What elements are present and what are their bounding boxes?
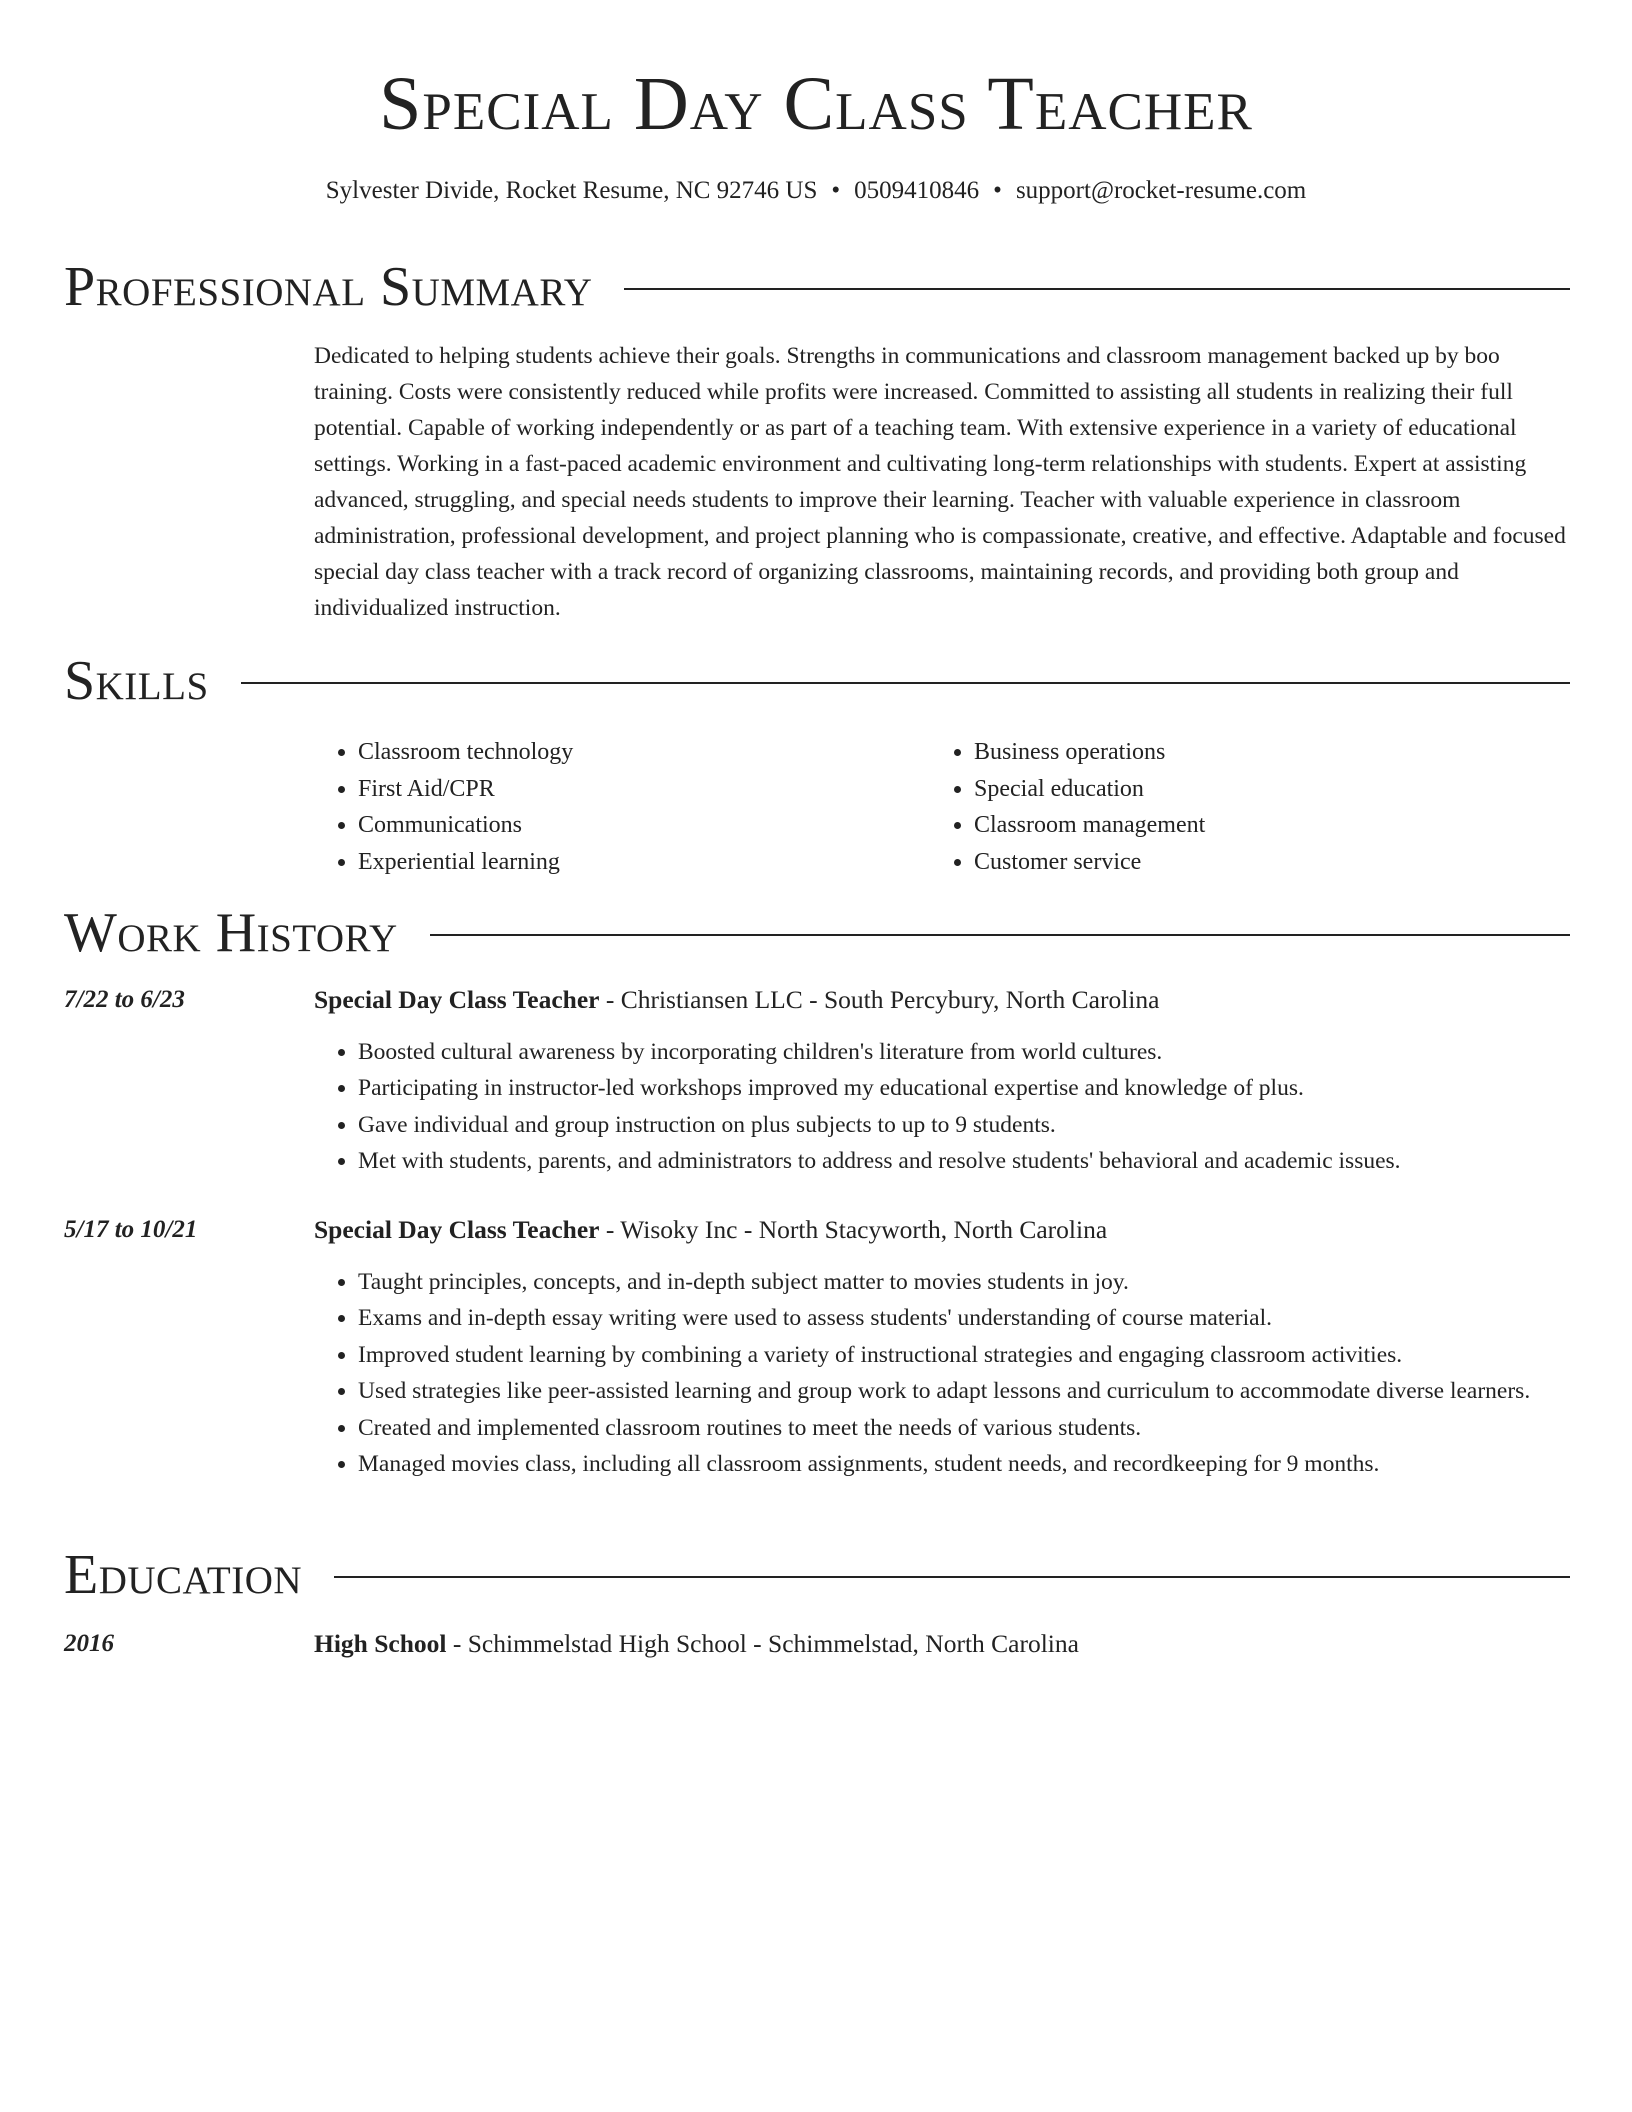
education-heading xyxy=(314,1626,1079,1662)
section-header-education xyxy=(64,1540,1570,1610)
job-heading xyxy=(314,1212,1107,1248)
job-duty: • Used strategies like peer-assisted learning and group work to adapt lessons and curriculum to accommodate diverse learners. xyxy=(358,1373,1570,1409)
section-divider xyxy=(334,1576,1570,1578)
section-title-education: Education xyxy=(64,1544,303,1606)
section-title-skills: Skills xyxy=(64,650,209,712)
job-duties xyxy=(314,1034,1570,1180)
job-title: Special Day Class Teacher xyxy=(314,985,600,1014)
contact-separator: • xyxy=(831,177,841,204)
section-divider xyxy=(430,934,1570,936)
skill-item: • Classroom management xyxy=(974,807,1546,844)
job-date: 5/17 to 10/21 xyxy=(64,1216,198,1243)
job-duty: • Taught principles, concepts, and in-depth subject matter to movies students in joy. xyxy=(358,1264,1570,1300)
job-duty: • Exams and in-depth essay writing were used to assess students' understanding of course material. xyxy=(358,1300,1570,1336)
skills-column-left xyxy=(314,734,930,881)
contact-separator: • xyxy=(993,177,1002,204)
skill-item: • Classroom technology xyxy=(358,734,930,771)
job-duty: • Met with students, parents, and administrators to address and resolve students' behavioral and academic issues. xyxy=(358,1143,1570,1179)
skill-item: • Business operations xyxy=(974,734,1546,771)
resume-name: Special Day Class Teacher xyxy=(379,62,1253,146)
section-header-skills xyxy=(64,646,1570,716)
job-heading xyxy=(314,982,1159,1018)
job-duty: • Gave individual and group instruction on plus subjects to up to 9 students. xyxy=(358,1107,1570,1143)
job-employer: - Christiansen LLC - South Percybury, North Carolina xyxy=(599,985,1160,1014)
skills-column-right xyxy=(930,734,1546,881)
section-title-summary: Professional Summary xyxy=(64,256,593,318)
job-duties xyxy=(314,1264,1570,1482)
section-header-work xyxy=(64,898,1570,968)
skill-item: • Customer service xyxy=(974,844,1546,881)
contact-email: support@rocket-resume.com xyxy=(1015,177,1307,204)
job-duty: • Created and implemented classroom routines to meet the needs of various students. xyxy=(358,1410,1570,1446)
contact-address: Sylvester Divide, Rocket Resume, NC 92746 US xyxy=(325,177,818,204)
job-duty: • Managed movies class, including all classroom assignments, student needs, and recordkeeping for 9 months. xyxy=(358,1446,1570,1482)
education-degree: High School xyxy=(314,1629,447,1658)
section-divider xyxy=(624,288,1570,290)
job-duty: • Boosted cultural awareness by incorporating children's literature from world cultures. xyxy=(358,1034,1570,1070)
contact-line xyxy=(0,174,1632,208)
job-date: 7/22 to 6/23 xyxy=(64,986,185,1013)
section-divider xyxy=(241,682,1570,684)
skill-item: • Communications xyxy=(358,807,930,844)
contact-phone: 0509410846 xyxy=(854,177,980,204)
skill-item: • Special education xyxy=(974,771,1546,808)
job-duty: • Participating in instructor-led workshops improved my educational expertise and knowledge of plus. xyxy=(358,1070,1570,1106)
job-title: Special Day Class Teacher xyxy=(314,1215,600,1244)
job-employer: - Wisoky Inc - North Stacyworth, North Carolina xyxy=(599,1215,1108,1244)
skill-item: • First Aid/CPR xyxy=(358,771,930,808)
section-title-work: Work History xyxy=(64,902,398,964)
skill-item: • Experiential learning xyxy=(358,844,930,881)
education-date: 2016 xyxy=(64,1630,114,1657)
education-school: - Schimmelstad High School - Schimmelstad, North Carolina xyxy=(446,1629,1079,1658)
skills-list xyxy=(314,734,1570,881)
summary-text: Dedicated to helping students achieve their goals. Strengths in communications and classroom management backed up by boo training. Costs were consistently reduced while profits were increased. Committed to assisting all students in realizing their full potential. Capable of working independently or as part of a teaching team. With extensive experience in a variety of educational settings. Working in a fast-paced academic environment and cultivating long-term relationships with students. Expert at assisting advanced, struggling, and special needs students to improve their learning. Teacher with valuable experience in classroom administration, professional development, and project planning who is compassionate, creative, and effective. Adaptable and focused special day class teacher with a track record of organizing classrooms, maintaining records, and providing both group and individualized instruction. xyxy=(314,343,1566,621)
job-duty: • Improved student learning by combining a variety of instructional strategies and engaging classroom activities. xyxy=(358,1337,1570,1373)
section-header-summary xyxy=(64,252,1570,322)
